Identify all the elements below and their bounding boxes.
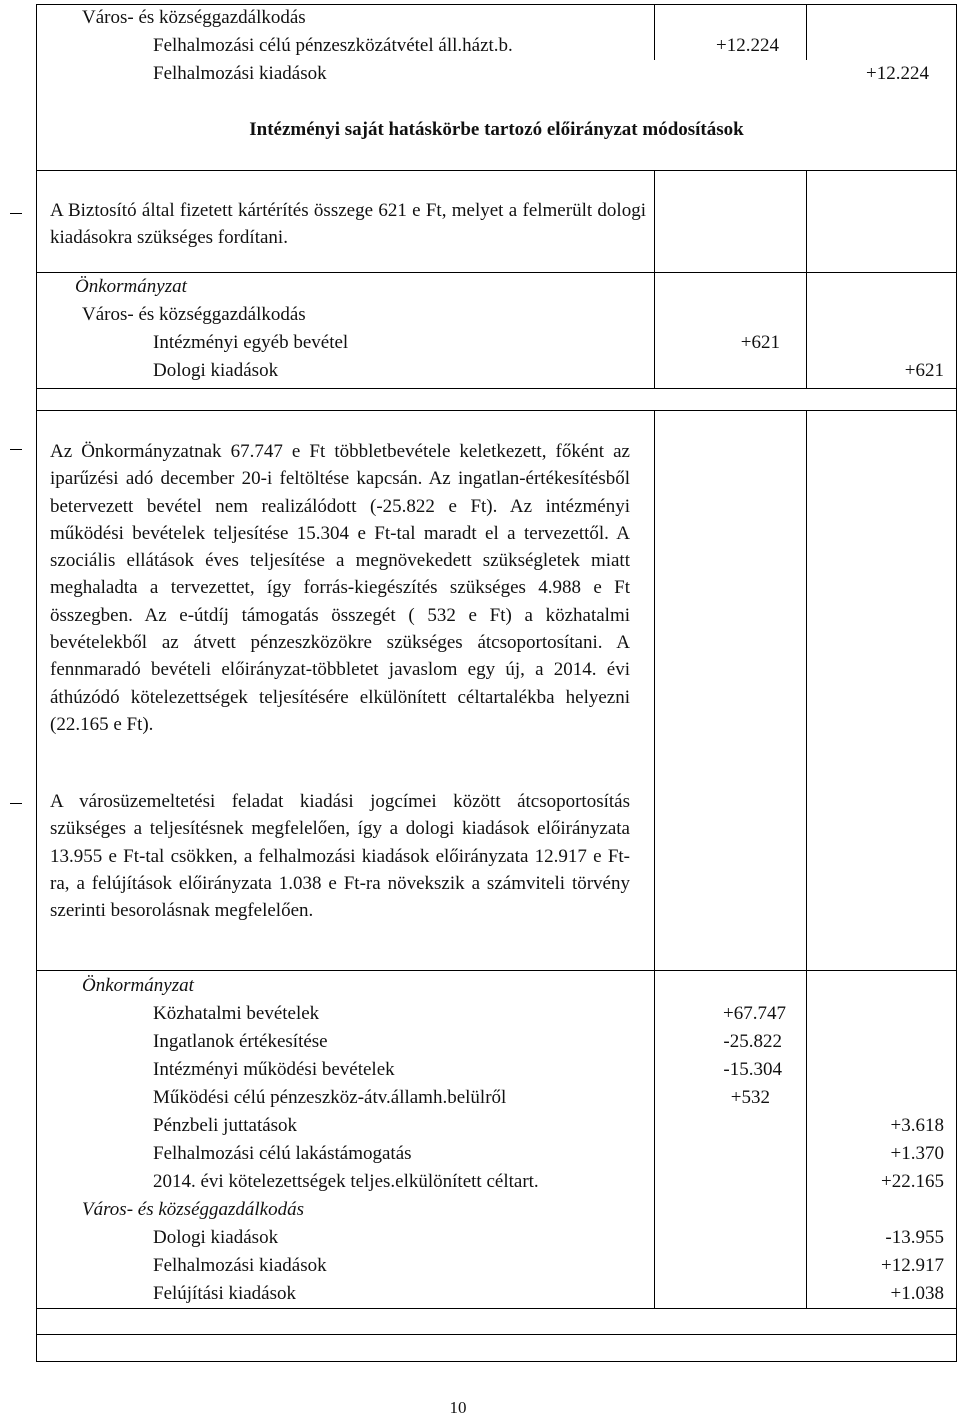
row-label: Dologi kiadások (153, 1227, 279, 1248)
col-divider-b1 (806, 4, 807, 60)
row-label: Felújítási kiadások (153, 1283, 297, 1304)
income-value: -15.304 (723, 1059, 782, 1080)
expense-value: +12.224 (866, 63, 929, 84)
col-divider-a2 (654, 170, 655, 388)
row-label: Felhalmozási célú pénzeszközátvétel áll.házt.b. (153, 35, 513, 56)
expense-value: +12.917 (881, 1255, 944, 1276)
income-value: -25.822 (723, 1031, 782, 1052)
item-text: A Biztosító által fizetett kártérítés összege 621 e Ft, melyet a felmerült dologi kiadásokra szükséges fordítani. (50, 200, 646, 249)
row-label: Felhalmozási célú lakástámogatás (153, 1143, 412, 1164)
row-sep-5 (36, 970, 957, 971)
row-sep-2 (36, 272, 957, 273)
unit-name: Város- és községgazdálkodás (82, 1199, 304, 1220)
bullet-dash (10, 449, 22, 450)
row-label: 2014. évi kötelezettségek teljes.elkülönített céltart. (153, 1171, 539, 1192)
row-label: Felhalmozási kiadások (153, 63, 327, 84)
row-label: Pénzbeli juttatások (153, 1115, 298, 1136)
row-label: Felhalmozási kiadások (153, 1255, 327, 1276)
income-value: +532 (730, 1087, 770, 1108)
table-bottom-border (36, 1361, 957, 1362)
bullet-dash (10, 213, 22, 214)
row-label: Intézményi egyéb bevétel (153, 332, 349, 353)
expense-value: +22.165 (881, 1171, 944, 1192)
row-sep-6 (36, 1308, 957, 1309)
section-title: Intézményi saját hatáskörbe tartozó előirányzat módosítások (249, 119, 744, 140)
row-sep-4 (36, 410, 957, 411)
expense-value: +3.618 (890, 1115, 944, 1136)
col-divider-a3 (654, 410, 655, 1308)
unit-header: Önkormányzat (75, 276, 187, 297)
bullet-dash (10, 803, 22, 804)
row-label: Közhatalmi bevételek (153, 1003, 320, 1024)
row-sep-7 (36, 1334, 957, 1335)
row-label: Ingatlanok értékesítése (153, 1031, 328, 1052)
expense-value: +1.370 (890, 1143, 944, 1164)
row-sep-3 (36, 388, 957, 389)
table-top-border (36, 4, 957, 5)
col-divider-b2 (806, 170, 807, 388)
col-divider-a1 (654, 4, 655, 60)
row-label: Intézményi működési bevételek (153, 1059, 395, 1080)
item-text: Az Önkormányzatnak 67.747 e Ft többletbevétele keletkezett, főként az iparűzési adó december 20-i feltöltése kapcsán. Az ingatlan-értékesítésből betervezett bevétel nem realizálódott (-25.822 e Ft). Az intézményi működési bevételek teljesítése 15.304 e Ft-tal maradt el a tervezettől. A szociális ellátások éves teljesítése a megnövekedett szükségletek miatt meghaladta a tervezettet, így forrás-kiegészítés szükséges 4.988 e Ft összegben. Az e-útdíj támogatás összegét ( 532 e Ft) a közhatalmi bevételekből az átvett pénzeszközökre szükséges átcsoportosítani. A fennmaradó bevételi előirányzat-többletet javaslom egy új, a 2014. évi áthúzódó kötelezettségek teljesítésére elkülönített céltartalékba helyezni (22.165 e Ft). (50, 441, 630, 735)
income-value: +12.224 (716, 35, 779, 56)
expense-value: +1.038 (890, 1283, 944, 1304)
row-label: Működési célú pénzeszköz-átv.államh.belülről (153, 1087, 507, 1108)
col-divider-b3 (806, 410, 807, 1308)
row-sep-1 (36, 170, 957, 171)
income-value: +67.747 (723, 1003, 786, 1024)
page-number: 10 (449, 1398, 467, 1417)
row-label: Dologi kiadások (153, 360, 279, 381)
item-text: A városüzemeltetési feladat kiadási jogcímei között átcsoportosítás szükséges a teljesítésnek megfelelően, így a dologi kiadások előirányzata 13.955 e Ft-tal csökken, a felhalmozási kiadások előirányzata 12.917 e Ft-ra, a felújítások előirányzata 1.038 e Ft-ra növekszik a számviteli törvény szerinti besorolásnak megfelelően. (50, 791, 630, 922)
expense-value: +621 (904, 360, 944, 381)
table-left-border (36, 4, 37, 1362)
income-value: +621 (740, 332, 780, 353)
unit-name: Város- és községgazdálkodás (82, 7, 306, 28)
table-right-border (956, 4, 957, 1362)
unit-name: Város- és községgazdálkodás (82, 304, 306, 325)
expense-value: -13.955 (885, 1227, 944, 1248)
unit-header: Önkormányzat (82, 975, 194, 996)
